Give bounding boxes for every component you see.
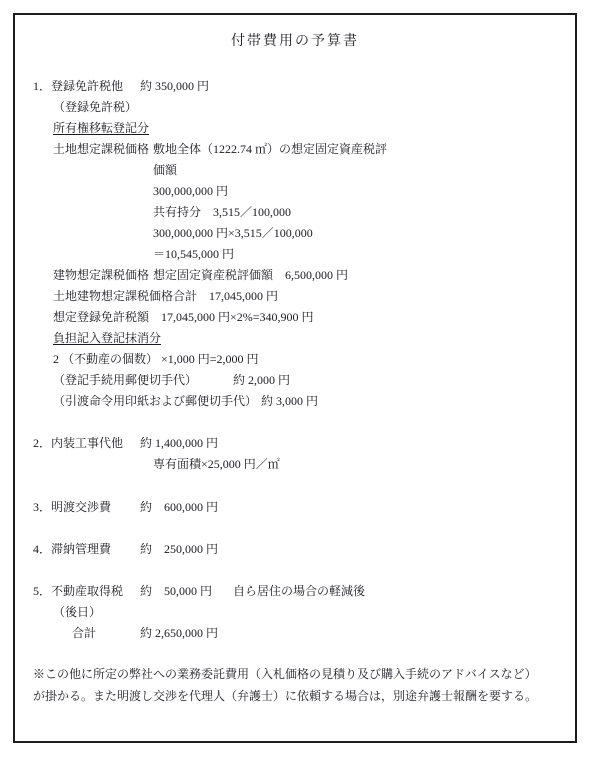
grand-total-amount: 約 2,650,000 円 (140, 626, 219, 640)
transfer-registration-heading: 所有権移転登記分 (53, 121, 150, 135)
transfer-registration-row (15, 118, 575, 139)
item1-heading: 1．登録免許税他 (33, 79, 124, 93)
building-assessed-price-row (15, 265, 575, 286)
item5-note: 自ら居住の場合の軽減後 (233, 584, 366, 598)
cancellation-calc-line: 2 （不動産の個数） ×1,000 円=2,000 円 (53, 352, 259, 366)
land-assessed-price-row (15, 139, 575, 160)
delivery-order-fee-label: （引渡命令用印紙および郵便切手代） (53, 394, 258, 408)
postal-fee-amount: 約 2,000 円 (233, 373, 291, 387)
cancellation-heading-row (15, 328, 575, 349)
land-calculation-line: 300,000,000 円×3,515／100,000 (153, 226, 313, 240)
land-assessed-price-line3: 300,000,000 円 (153, 184, 229, 198)
item5-heading: 5．不動産取得税 (33, 584, 124, 598)
land-assessed-price-line2: 価額 (153, 163, 178, 177)
postal-fee-label: （登記手続用郵便切手代） (53, 373, 198, 387)
item5-heading-row (15, 581, 575, 602)
item3-heading-row (15, 497, 575, 518)
document-content (15, 15, 575, 707)
grand-total-label: 合計 (72, 626, 97, 640)
grand-total-row (15, 623, 575, 644)
item1-subheading: （登録免許税） (53, 100, 138, 114)
item4-heading-row (15, 539, 575, 560)
document-title: 付帯費用の予算書 (231, 34, 359, 49)
item4-heading: 4．滞納管理費 (33, 542, 112, 556)
item4-amount: 約 250,000 円 (140, 542, 219, 556)
delivery-order-fee-row (15, 391, 575, 412)
building-assessed-price-label: 建物想定課税価格 (53, 268, 150, 282)
item5-detail: （後日） (53, 605, 102, 619)
item5-amount: 約 50,000 円 (140, 584, 213, 598)
item1-heading-row (15, 76, 575, 97)
land-calculation-result: ＝10,545,000 円 (153, 247, 235, 261)
cancellation-heading: 負担記入登記抹消分 (53, 331, 162, 345)
item2-detail: 専有面積×25,000 円／㎡ (153, 457, 280, 471)
land-shared-interest-line: 共有持分 3,515／100,000 (153, 205, 292, 219)
item2-heading-row (15, 433, 575, 454)
land-assessed-price-line1: 敷地全体（1222.74 ㎡）の想定固定資産税評 (153, 142, 388, 156)
item3-heading: 3．明渡交渉費 (33, 500, 112, 514)
land-assessed-price-label: 土地想定課税価格 (53, 142, 150, 156)
item3-amount: 約 600,000 円 (140, 500, 219, 514)
land-building-total-line: 土地建物想定課税価格合計 17,045,000 円 (53, 289, 279, 303)
item2-heading: 2．内装工事代他 (33, 436, 124, 450)
registration-tax-line: 想定登録免許税額 17,045,000 円×2%=340,900 円 (53, 310, 314, 324)
delivery-order-fee-amount: 約 3,000 円 (261, 394, 319, 408)
footnote: ※この他に所定の弊社への業務委託費用（入札価格の見積り及び購入手続のアドバイスなど）が掛かる。また明渡し交渉を代理人（弁護士）に依頼する場合は，別途弁護士報酬を要する。 (33, 667, 538, 703)
document-border-frame (13, 13, 577, 743)
item2-amount: 約 1,400,000 円 (140, 436, 219, 450)
item1-amount: 約 350,000 円 (140, 79, 210, 93)
postal-fee-row (15, 370, 575, 391)
building-assessed-price-value: 想定固定資産税評価額 6,500,000 円 (153, 268, 349, 282)
